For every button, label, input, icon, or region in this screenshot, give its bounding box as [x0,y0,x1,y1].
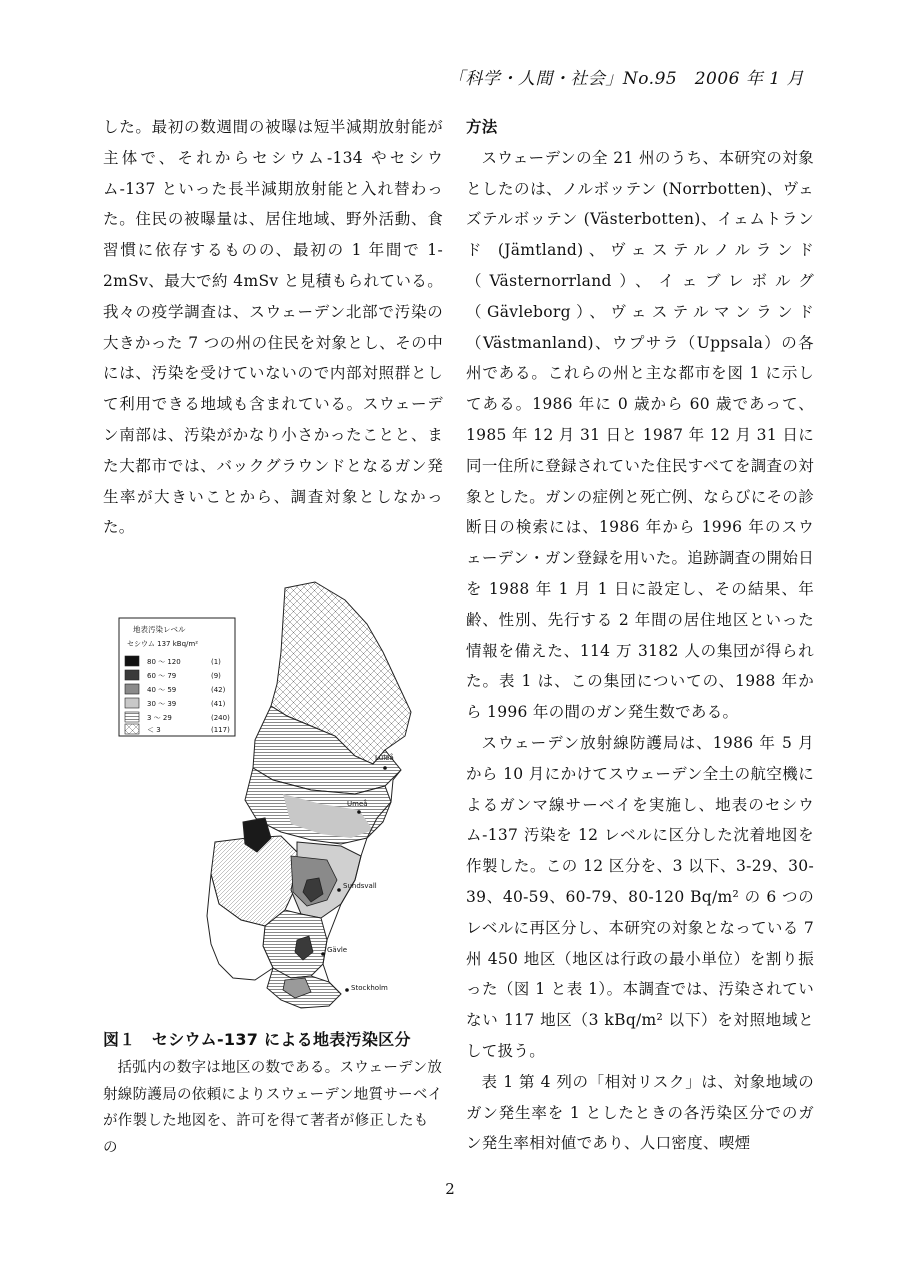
left-column [103,112,443,543]
city-dot-gavle [321,952,325,956]
contamination-map [115,580,415,1010]
legend-swatch-1 [125,656,139,666]
legend-count-5: (240) [211,714,230,722]
city-dot-sundsvall [337,888,341,892]
figure-1 [115,580,415,1010]
right-column [466,112,814,1159]
legend-range-4: 30 ～ 39 [147,700,177,708]
legend-count-6: (117) [211,726,230,734]
legend-range-1: 80 ～ 120 [147,658,181,666]
city-label-stockholm: Stockholm [351,984,388,992]
figure-caption-body: 括弧内の数字は地区の数である。スウェーデン放射線防護局の依頼によりスウェーデン地質サーベイが作製した地図を、許可を得て著者が修正したもの [103,1060,443,1156]
legend-swatch-5 [125,712,139,722]
legend-count-3: (42) [211,686,226,694]
city-label-umea: Umeå [347,800,368,808]
methods-paragraph-2: スウェーデン放射線防護局は、1986 年 5 月から 10 月にかけてスウェーデン全土の航空機によるガンマ線サーベイを実施し、地表のセシウム-137 汚染を 12 レベルに区分した沈着地図を作製した。この 12 区分を、3 以下、3-29、30-39、40-59、60-79、80-120 Bq/m² の 6 つのレベルに再区分し、本研究の対象となっている 7 州 450 地区（地区は行政の最小単位）を割り振った（図 1 と表 1）。本調査では、汚染されていない 117 地区（3 kBq/m² 以下）を対照地域として扱う。 [466,733,814,1060]
running-head: 「科学・人間・社会」No.95 2006 年 1 月 [447,69,804,89]
page-number: 2 [445,1180,455,1198]
legend-range-6: ＜ 3 [147,726,161,734]
city-label-lulea: Luleå [375,754,394,762]
methods-paragraph-1: スウェーデンの全 21 州のうち、本研究の対象としたのは、ノルボッテン (Norrbotten)、ヴェズテルボッテン (Västerbotten)、イェムトランド (Jämtland)、ヴェステルノルランド（Västernorrland）、イェブレボルグ（Gävleborg）、ヴェステルマンランド（Västmanland)、ウプサラ（Uppsala）の各州である。これらの州と主な都市を図 1 に示してある。1986 年に 0 歳から 60 歳であって、1985 年 12 月 31 日と 1987 年 12 月 31 日に同一住所に登録されていた住民すべてを調査の対象とした。ガンの症例と死亡例、ならびにその診断日の検索には、1986 年から 1996 年のスウェーデン・ガン登録を用いた。追跡調査の開始日を 1988 年 1 月 1 日に設定し、その結果、年齢、性別、先行する 2 年間の居住地区といった情報を備えた、114 万 3182 人の集団が得られた。表 1 は、この集団についての、1988 年から 1996 年の間のガン発生数である。 [466,148,814,722]
city-dot-umea [357,810,361,814]
city-dot-lulea [383,766,387,770]
section-heading-methods: 方法 [466,118,498,136]
legend-swatch-4 [125,698,139,708]
legend-range-3: 40 ～ 59 [147,686,177,694]
legend-range-5: 3 ～ 29 [147,714,172,722]
figure-caption-title: 図１ セシウム-137 による地表汚染区分 [103,1030,411,1049]
legend-subtitle: セシウム 137 kBq/m² [127,640,199,648]
city-dot-stockholm [345,988,349,992]
methods-paragraph-3: 表 1 第 4 列の「相対リスク」は、対象地域のガン発生率を 1 としたときの各汚染区分でのガン発生率相対値であり、人口密度、喫煙 [466,1072,814,1153]
legend-swatch-6 [125,724,139,734]
legend-swatch-3 [125,684,139,694]
intro-paragraph: した。最初の数週間の被曝は短半減期放射能が主体で、それからセシウム-134 やセシウム-137 といった長半減期放射能と入れ替わった。住民の被曝量は、居住地域、野外活動、食習慣に依存するものの、最初の 1 年間で 1-2mSv、最大で約 4mSv と見積もられている。我々の疫学調査は、スウェーデン北部で汚染の大きかった 7 つの州の住民を対象とし、その中には、汚染を受けていないので内部対照群として利用できる地域も含まれている。スウェーデン南部は、汚染がかなり小さかったことと、また大都市では、バックグラウンドとなるガン発生率が大きいことから、調査対象としなかった。 [103,118,443,537]
figure-caption [103,1025,443,1161]
legend-count-4: (41) [211,700,226,708]
legend-count-2: (9) [211,672,221,680]
legend-range-2: 60 ～ 79 [147,672,177,680]
legend-title: 地表汚染レベル [133,625,186,634]
legend-swatch-2 [125,670,139,680]
city-label-sundsvall: Sundsvall [343,882,377,890]
legend-count-1: (1) [211,658,221,666]
city-label-gavle: Gävle [327,946,348,954]
map-legend [119,618,235,736]
